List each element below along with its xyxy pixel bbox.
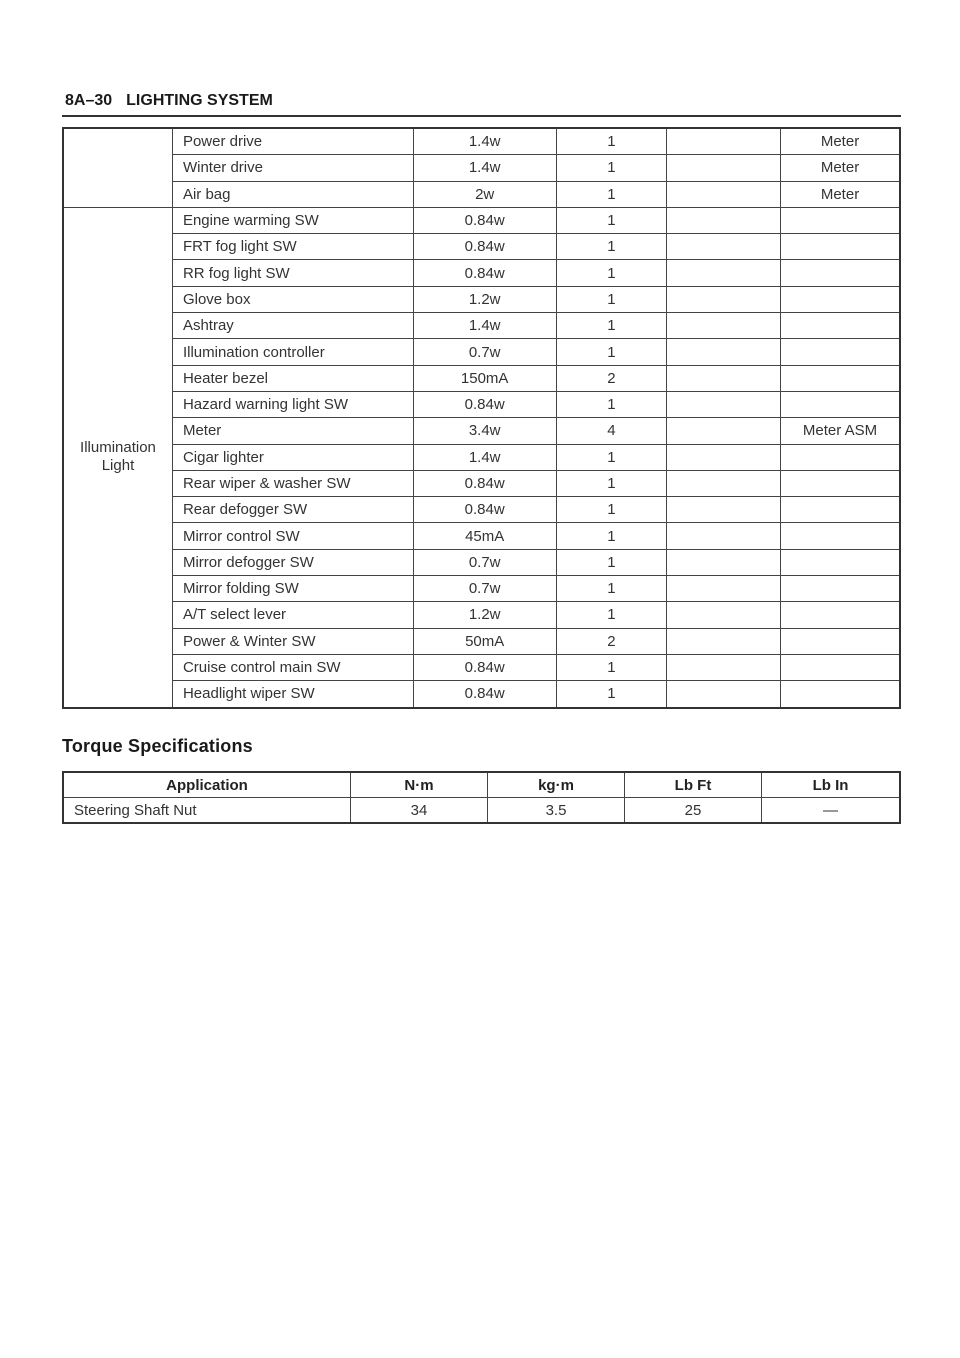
bulb-remark [781,470,900,496]
bulb-quantity: 1 [556,286,667,312]
bulb-remark [781,207,900,233]
bulb-row [63,444,900,470]
bulb-name: Headlight wiper SW [172,681,413,708]
bulb-type [667,497,781,523]
bulb-name: Cigar lighter [172,444,413,470]
bulb-type [667,313,781,339]
bulb-row [63,576,900,602]
bulb-type [667,128,781,155]
bulb-type [667,576,781,602]
bulb-remark [781,260,900,286]
bulb-name: Air bag [172,181,413,207]
bulb-remark [781,313,900,339]
bulb-row [63,654,900,680]
bulb-row [63,234,900,260]
bulb-quantity: 1 [556,313,667,339]
bulb-remark: Meter ASM [781,418,900,444]
bulb-quantity: 1 [556,391,667,417]
bulb-rating: 1.2w [413,286,556,312]
bulb-spec-body [63,128,900,708]
bulb-row [63,681,900,708]
bulb-quantity: 1 [556,181,667,207]
torque-lbin: — [762,798,901,824]
bulb-type [667,155,781,181]
bulb-row [63,286,900,312]
bulb-rating: 0.84w [413,234,556,260]
bulb-rating: 0.84w [413,207,556,233]
bulb-remark [781,234,900,260]
bulb-type [667,549,781,575]
bulb-remark: Meter [781,128,900,155]
bulb-name: Mirror folding SW [172,576,413,602]
bulb-rating: 3.4w [413,418,556,444]
group-label [63,128,172,207]
bulb-quantity: 1 [556,339,667,365]
torque-col-application: Application [63,772,351,798]
bulb-quantity: 1 [556,234,667,260]
torque-application: Steering Shaft Nut [63,798,351,824]
bulb-name: Power & Winter SW [172,628,413,654]
bulb-remark [781,602,900,628]
bulb-type [667,365,781,391]
bulb-rating: 1.2w [413,602,556,628]
bulb-row [63,365,900,391]
bulb-quantity: 1 [556,576,667,602]
bulb-row [63,523,900,549]
torque-spec-table [62,771,901,824]
bulb-remark [781,365,900,391]
torque-header-row [63,772,900,798]
bulb-name: Hazard warning light SW [172,391,413,417]
page-header [65,92,273,110]
bulb-quantity: 1 [556,444,667,470]
bulb-remark: Meter [781,155,900,181]
bulb-name: Ashtray [172,313,413,339]
bulb-rating: 0.7w [413,549,556,575]
bulb-rating: 1.4w [413,155,556,181]
bulb-row [63,128,900,155]
bulb-rating: 0.84w [413,470,556,496]
torque-kgm: 3.5 [488,798,625,824]
bulb-rating: 0.84w [413,391,556,417]
bulb-name: Heater bezel [172,365,413,391]
bulb-type [667,181,781,207]
bulb-row [63,418,900,444]
bulb-type [667,628,781,654]
torque-nm: 34 [351,798,488,824]
bulb-rating: 1.4w [413,128,556,155]
bulb-name: Glove box [172,286,413,312]
bulb-row [63,628,900,654]
bulb-name: Rear wiper & washer SW [172,470,413,496]
bulb-type [667,681,781,708]
bulb-remark [781,339,900,365]
bulb-quantity: 1 [556,260,667,286]
bulb-type [667,418,781,444]
bulb-remark [781,444,900,470]
section-title: LIGHTING SYSTEM [126,92,273,109]
bulb-type [667,260,781,286]
bulb-row [63,391,900,417]
bulb-row [63,207,900,233]
bulb-remark [781,497,900,523]
group-label: Illumination Light [63,207,172,707]
bulb-rating: 2w [413,181,556,207]
bulb-row [63,470,900,496]
bulb-quantity: 1 [556,654,667,680]
bulb-quantity: 1 [556,681,667,708]
bulb-rating: 0.84w [413,654,556,680]
bulb-type [667,286,781,312]
bulb-rating: 45mA [413,523,556,549]
bulb-quantity: 1 [556,207,667,233]
bulb-type [667,391,781,417]
bulb-row [63,181,900,207]
bulb-rating: 50mA [413,628,556,654]
bulb-type [667,339,781,365]
bulb-name: Engine warming SW [172,207,413,233]
bulb-rating: 150mA [413,365,556,391]
bulb-type [667,444,781,470]
bulb-type [667,207,781,233]
bulb-type [667,234,781,260]
bulb-remark [781,391,900,417]
bulb-quantity: 1 [556,602,667,628]
bulb-rating: 0.84w [413,497,556,523]
bulb-spec-table [62,127,901,709]
bulb-name: Rear defogger SW [172,497,413,523]
bulb-type [667,470,781,496]
bulb-rating: 1.4w [413,444,556,470]
bulb-name: Illumination controller [172,339,413,365]
bulb-rating: 1.4w [413,313,556,339]
bulb-quantity: 1 [556,155,667,181]
bulb-remark [781,286,900,312]
bulb-remark [781,628,900,654]
bulb-quantity: 1 [556,497,667,523]
torque-col-lbin: Lb In [762,772,901,798]
bulb-type [667,654,781,680]
bulb-remark [781,576,900,602]
bulb-remark: Meter [781,181,900,207]
bulb-name: Power drive [172,128,413,155]
bulb-quantity: 1 [556,549,667,575]
bulb-type [667,523,781,549]
torque-row [63,798,900,824]
bulb-name: Mirror control SW [172,523,413,549]
bulb-remark [781,654,900,680]
bulb-name: Mirror defogger SW [172,549,413,575]
bulb-row [63,497,900,523]
section-number: 8A–30 [65,92,113,109]
torque-lbft: 25 [625,798,762,824]
torque-section-title: Torque Specifications [62,736,253,756]
bulb-name: RR fog light SW [172,260,413,286]
bulb-remark [781,549,900,575]
header-divider [62,115,901,117]
bulb-row [63,549,900,575]
bulb-rating: 0.84w [413,681,556,708]
bulb-quantity: 1 [556,523,667,549]
bulb-remark [781,523,900,549]
bulb-quantity: 2 [556,365,667,391]
bulb-remark [781,681,900,708]
torque-col-nm: N·m [351,772,488,798]
bulb-name: Cruise control main SW [172,654,413,680]
bulb-name: FRT fog light SW [172,234,413,260]
torque-col-kgm: kg·m [488,772,625,798]
bulb-row [63,602,900,628]
bulb-row [63,260,900,286]
bulb-rating: 0.7w [413,576,556,602]
bulb-quantity: 2 [556,628,667,654]
bulb-quantity: 1 [556,470,667,496]
bulb-rating: 0.84w [413,260,556,286]
bulb-name: Winter drive [172,155,413,181]
bulb-quantity: 4 [556,418,667,444]
torque-col-lbft: Lb Ft [625,772,762,798]
bulb-type [667,602,781,628]
bulb-row [63,155,900,181]
bulb-name: A/T select lever [172,602,413,628]
bulb-quantity: 1 [556,128,667,155]
bulb-row [63,339,900,365]
bulb-name: Meter [172,418,413,444]
bulb-rating: 0.7w [413,339,556,365]
bulb-row [63,313,900,339]
